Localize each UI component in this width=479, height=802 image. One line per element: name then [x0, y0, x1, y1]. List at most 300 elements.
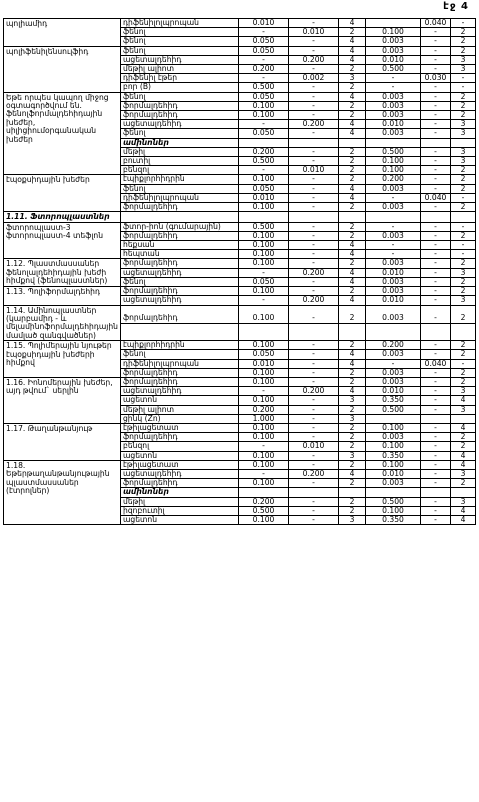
- limit-b-cell: -: [289, 479, 339, 488]
- limit-c-cell: 0.100: [366, 506, 421, 515]
- class-e-cell: 2: [451, 111, 476, 120]
- limit-c-cell: 0.003: [366, 46, 421, 55]
- limit-d-cell: -: [421, 175, 451, 184]
- substance-cell: հեպտան: [121, 250, 239, 259]
- substance-cell: ացետոն: [121, 515, 239, 524]
- limit-c-cell: 0.003: [366, 287, 421, 296]
- limit-a-cell: 0.050: [239, 350, 289, 359]
- limit-b-cell: 0.200: [289, 296, 339, 305]
- limit-a-cell: 0.500: [239, 157, 289, 166]
- hazard-class-cell: 4: [339, 359, 366, 368]
- limit-b-cell: -: [289, 451, 339, 460]
- hazard-class-cell: [339, 323, 366, 341]
- limit-d-cell: [421, 414, 451, 423]
- class-e-cell: 4: [451, 396, 476, 405]
- limit-a-cell: -: [239, 55, 289, 64]
- class-e-cell: 3: [451, 387, 476, 396]
- limit-c-cell: 0.010: [366, 469, 421, 478]
- limit-a-cell: 0.500: [239, 83, 289, 92]
- table-row: [4, 341, 476, 350]
- limit-c-cell: 0.100: [366, 460, 421, 469]
- limit-c-cell: 0.200: [366, 175, 421, 184]
- limit-c-cell: 0.500: [366, 497, 421, 506]
- substance-cell: ամինոներ: [121, 138, 239, 147]
- hazard-class-cell: 2: [339, 157, 366, 166]
- class-e-cell: -: [451, 359, 476, 368]
- class-e-cell: 2: [451, 442, 476, 451]
- limit-c-cell: 0.003: [366, 479, 421, 488]
- substance-cell: ֆորմալդեհիդ: [121, 368, 239, 377]
- substance-cell: բուտիլ: [121, 157, 239, 166]
- class-e-cell: 3: [451, 157, 476, 166]
- material-label: 1.14. Ամինոպլաստներ (կարբամիդ - և մելամինոֆորմալդեհիդային մամլած զանգվածներ): [4, 305, 121, 341]
- substance-cell: ացետալդեհիդ: [121, 296, 239, 305]
- hazard-class-cell: 2: [339, 506, 366, 515]
- limit-b-cell: -: [289, 305, 339, 323]
- substance-cell: ացետոն: [121, 451, 239, 460]
- class-e-cell: [451, 323, 476, 341]
- hazard-class-cell: 4: [339, 268, 366, 277]
- limit-c-cell: 0.100: [366, 157, 421, 166]
- substance-cell: ֆենոլ: [121, 277, 239, 286]
- page-number: էջ 4: [443, 1, 469, 12]
- substance-cell: ֆորմալդեհիդ: [121, 101, 239, 110]
- limit-a-cell: 0.050: [239, 184, 289, 193]
- limit-b-cell: 0.010: [289, 28, 339, 37]
- class-e-cell: 2: [451, 166, 476, 175]
- limit-a-cell: 0.050: [239, 46, 289, 55]
- limit-d-cell: 0.040: [421, 19, 451, 28]
- limit-a-cell: 0.100: [239, 433, 289, 442]
- limit-c-cell: 0.003: [366, 203, 421, 212]
- material-label: էպօքսիդային խեժեր: [4, 175, 121, 212]
- hazard-class-cell: 4: [339, 184, 366, 193]
- limit-b-cell: -: [289, 287, 339, 296]
- limit-d-cell: -: [421, 83, 451, 92]
- limit-d-cell: 0.040: [421, 359, 451, 368]
- limit-a-cell: 0.100: [239, 341, 289, 350]
- limit-a-cell: 0.010: [239, 19, 289, 28]
- limit-a-cell: 0.100: [239, 231, 289, 240]
- hazard-class-cell: 3: [339, 515, 366, 524]
- limit-d-cell: -: [421, 515, 451, 524]
- substance-cell: ֆենոլ: [121, 46, 239, 55]
- limit-b-cell: -: [289, 405, 339, 414]
- class-e-cell: 2: [451, 433, 476, 442]
- class-e-cell: -: [451, 241, 476, 250]
- limit-c-cell: -: [366, 359, 421, 368]
- limit-c-cell: 0.100: [366, 28, 421, 37]
- table-row: [4, 222, 476, 231]
- limit-c-cell: -: [366, 241, 421, 250]
- limit-c-cell: 0.003: [366, 37, 421, 46]
- limit-a-cell: 0.200: [239, 497, 289, 506]
- limit-a-cell: 0.100: [239, 241, 289, 250]
- limit-a-cell: 0.050: [239, 277, 289, 286]
- limit-c-cell: 0.100: [366, 423, 421, 432]
- limit-b-cell: -: [289, 506, 339, 515]
- limit-c-cell: 0.003: [366, 184, 421, 193]
- limit-a-cell: 0.100: [239, 101, 289, 110]
- limit-b-cell: 0.200: [289, 120, 339, 129]
- limit-a-cell: -: [239, 387, 289, 396]
- hazard-class-cell: 2: [339, 497, 366, 506]
- limit-d-cell: -: [421, 120, 451, 129]
- limit-a-cell: -: [239, 268, 289, 277]
- hazard-class-cell: 2: [339, 287, 366, 296]
- class-e-cell: 2: [451, 479, 476, 488]
- hazard-class-cell: 4: [339, 92, 366, 101]
- class-e-cell: 2: [451, 28, 476, 37]
- limit-a-cell: 0.100: [239, 175, 289, 184]
- material-label: 1.17. Թաղանթանյութ: [4, 423, 121, 460]
- limit-b-cell: 0.010: [289, 166, 339, 175]
- hazard-class-cell: 4: [339, 129, 366, 138]
- limit-b-cell: -: [289, 129, 339, 138]
- class-e-cell: 3: [451, 120, 476, 129]
- class-e-cell: 2: [451, 305, 476, 323]
- limit-c-cell: 0.003: [366, 129, 421, 138]
- limit-b-cell: -: [289, 377, 339, 386]
- limit-a-cell: -: [239, 166, 289, 175]
- table-row: [4, 423, 476, 432]
- limit-a-cell: 0.010: [239, 359, 289, 368]
- limit-c-cell: 0.003: [366, 259, 421, 268]
- hazard-class-cell: [339, 212, 366, 222]
- hazard-class-cell: 4: [339, 193, 366, 202]
- hazard-class-cell: 2: [339, 341, 366, 350]
- limit-a-cell: 0.100: [239, 259, 289, 268]
- class-e-cell: 4: [451, 451, 476, 460]
- limit-c-cell: 0.010: [366, 296, 421, 305]
- class-e-cell: 2: [451, 231, 476, 240]
- limit-c-cell: -: [366, 222, 421, 231]
- limit-d-cell: -: [421, 147, 451, 156]
- material-label: պոլիամիդ: [4, 19, 121, 47]
- limit-b-cell: -: [289, 423, 339, 432]
- limit-a-cell: [239, 323, 289, 341]
- hazard-class-cell: [339, 138, 366, 147]
- limit-c-cell: 0.350: [366, 451, 421, 460]
- class-e-cell: 2: [451, 37, 476, 46]
- limit-b-cell: -: [289, 368, 339, 377]
- limit-c-cell: 0.010: [366, 55, 421, 64]
- limit-b-cell: -: [289, 111, 339, 120]
- class-e-cell: 2: [451, 368, 476, 377]
- limit-c-cell: 0.003: [366, 377, 421, 386]
- limit-d-cell: -: [421, 479, 451, 488]
- limit-c-cell: [366, 212, 421, 222]
- substance-cell: ացետալդեհիդ: [121, 55, 239, 64]
- limit-d-cell: [421, 138, 451, 147]
- hazard-class-cell: 2: [339, 101, 366, 110]
- limit-b-cell: 0.010: [289, 442, 339, 451]
- hazard-class-cell: 3: [339, 451, 366, 460]
- limit-d-cell: -: [421, 442, 451, 451]
- substance-cell: էթիլացետատ: [121, 460, 239, 469]
- limit-b-cell: 0.200: [289, 55, 339, 64]
- limit-b-cell: -: [289, 175, 339, 184]
- hazard-class-cell: 2: [339, 368, 366, 377]
- material-label: պոլիֆենիլենսուլֆիդ: [4, 46, 121, 92]
- table-row: [4, 46, 476, 55]
- hazard-class-cell: 4: [339, 120, 366, 129]
- limit-a-cell: 0.100: [239, 287, 289, 296]
- material-label: Եթե որպես կապող միջոց օգտագործվում են. ֆենոլֆորմալդեհիդային խեժեր, սիլիցիումօրգանական խեժեր: [4, 92, 121, 175]
- hazard-class-cell: [339, 488, 366, 497]
- table-row: [4, 212, 476, 222]
- limit-d-cell: [421, 323, 451, 341]
- limit-a-cell: 0.010: [239, 193, 289, 202]
- limit-d-cell: -: [421, 451, 451, 460]
- class-e-cell: -: [451, 193, 476, 202]
- class-e-cell: 2: [451, 92, 476, 101]
- limit-d-cell: -: [421, 55, 451, 64]
- hazard-class-cell: 4: [339, 277, 366, 286]
- limit-b-cell: [289, 212, 339, 222]
- class-e-cell: 3: [451, 129, 476, 138]
- limit-b-cell: -: [289, 101, 339, 110]
- substance-cell: դիֆենիլ էթեր: [121, 74, 239, 83]
- substance-cell: ֆտոր-իոն (գումարային): [121, 222, 239, 231]
- substance-cell: մեթիլ ալիոտ: [121, 65, 239, 74]
- class-e-cell: 2: [451, 175, 476, 184]
- class-e-cell: 4: [451, 460, 476, 469]
- table-row: [4, 377, 476, 386]
- class-e-cell: -: [451, 222, 476, 231]
- limit-c-cell: [366, 414, 421, 423]
- limit-c-cell: 0.003: [366, 277, 421, 286]
- table-row: [4, 92, 476, 101]
- limit-d-cell: -: [421, 396, 451, 405]
- table-row: [4, 259, 476, 268]
- substance-cell: ացետալդեհիդ: [121, 120, 239, 129]
- limit-c-cell: 0.003: [366, 433, 421, 442]
- hazard-class-cell: 4: [339, 250, 366, 259]
- limit-b-cell: [289, 488, 339, 497]
- limit-c-cell: 0.003: [366, 305, 421, 323]
- hazard-class-cell: 2: [339, 203, 366, 212]
- limit-b-cell: [289, 323, 339, 341]
- limit-d-cell: -: [421, 184, 451, 193]
- hazard-class-cell: 4: [339, 19, 366, 28]
- hazard-class-cell: 2: [339, 166, 366, 175]
- limit-a-cell: 0.100: [239, 111, 289, 120]
- limit-a-cell: 0.100: [239, 305, 289, 323]
- limit-c-cell: 0.003: [366, 231, 421, 240]
- limit-b-cell: -: [289, 157, 339, 166]
- limit-b-cell: -: [289, 65, 339, 74]
- limit-d-cell: -: [421, 350, 451, 359]
- substance-cell: դիֆենիլոլպրոպան: [121, 193, 239, 202]
- limit-d-cell: -: [421, 166, 451, 175]
- class-e-cell: 2: [451, 203, 476, 212]
- substance-cell: ցինկ (Zn): [121, 414, 239, 423]
- hazard-class-cell: 2: [339, 305, 366, 323]
- limit-a-cell: 0.200: [239, 65, 289, 74]
- limit-a-cell: 0.100: [239, 368, 289, 377]
- hazard-class-cell: 2: [339, 28, 366, 37]
- limit-b-cell: -: [289, 203, 339, 212]
- substance-cell: ֆենոլ: [121, 184, 239, 193]
- limit-d-cell: -: [421, 111, 451, 120]
- class-e-cell: 3: [451, 55, 476, 64]
- limit-c-cell: 0.500: [366, 65, 421, 74]
- limit-c-cell: 0.003: [366, 350, 421, 359]
- substance-cell: ֆենոլ: [121, 28, 239, 37]
- class-e-cell: 2: [451, 377, 476, 386]
- class-e-cell: 3: [451, 497, 476, 506]
- class-e-cell: 3: [451, 147, 476, 156]
- substance-cell: ամինոներ: [121, 488, 239, 497]
- limit-d-cell: -: [421, 268, 451, 277]
- substance-cell: բոր (B): [121, 83, 239, 92]
- limit-c-cell: 0.010: [366, 387, 421, 396]
- hazard-class-cell: 2: [339, 433, 366, 442]
- class-e-cell: -: [451, 74, 476, 83]
- hazard-class-cell: 2: [339, 65, 366, 74]
- limit-a-cell: -: [239, 74, 289, 83]
- hazard-class-cell: 2: [339, 405, 366, 414]
- limit-a-cell: [239, 138, 289, 147]
- class-e-cell: [451, 488, 476, 497]
- hazard-class-cell: 2: [339, 460, 366, 469]
- substance-cell: էթիլացետատ: [121, 423, 239, 432]
- limit-b-cell: -: [289, 46, 339, 55]
- limit-d-cell: -: [421, 305, 451, 323]
- substance-cell: դիֆենիլոլպրոպան: [121, 359, 239, 368]
- hazard-class-cell: 2: [339, 222, 366, 231]
- limit-a-cell: -: [239, 28, 289, 37]
- limit-a-cell: 0.100: [239, 203, 289, 212]
- class-e-cell: 2: [451, 46, 476, 55]
- hazard-class-cell: 4: [339, 387, 366, 396]
- limit-b-cell: 0.200: [289, 469, 339, 478]
- material-label: 1.18. Եթերթաղանթանյութային պլաստմասսաներ (էտրոլներ): [4, 460, 121, 524]
- limit-a-cell: 0.500: [239, 506, 289, 515]
- substance-cell: ֆորմալդեհիդ: [121, 287, 239, 296]
- class-e-cell: 2: [451, 184, 476, 193]
- limit-b-cell: -: [289, 83, 339, 92]
- limit-c-cell: 0.500: [366, 405, 421, 414]
- substance-cell: ֆորմալդեհիդ: [121, 111, 239, 120]
- limit-d-cell: -: [421, 129, 451, 138]
- substance-cell: ֆորմալդեհիդ: [121, 259, 239, 268]
- limit-d-cell: -: [421, 203, 451, 212]
- limit-b-cell: -: [289, 193, 339, 202]
- limit-c-cell: -: [366, 74, 421, 83]
- limit-d-cell: -: [421, 460, 451, 469]
- limit-c-cell: -: [366, 193, 421, 202]
- substance-cell: ֆենոլ: [121, 37, 239, 46]
- limit-c-cell: 0.500: [366, 147, 421, 156]
- substance-cell: մեթիլ: [121, 147, 239, 156]
- table-row: [4, 19, 476, 28]
- limit-b-cell: -: [289, 92, 339, 101]
- limit-d-cell: -: [421, 92, 451, 101]
- limit-a-cell: 0.050: [239, 92, 289, 101]
- limit-b-cell: 0.200: [289, 387, 339, 396]
- substance-cell: ֆորմալդեհիդ: [121, 203, 239, 212]
- limit-a-cell: 0.100: [239, 377, 289, 386]
- limit-d-cell: -: [421, 387, 451, 396]
- limit-a-cell: 0.100: [239, 396, 289, 405]
- class-e-cell: 3: [451, 65, 476, 74]
- limit-d-cell: -: [421, 497, 451, 506]
- limit-c-cell: 0.350: [366, 396, 421, 405]
- substance-cell: դիֆենիլոլպրոպան: [121, 19, 239, 28]
- class-e-cell: [451, 414, 476, 423]
- substance-cell: իզոբուտիլ: [121, 506, 239, 515]
- substance-cell: ացետոն: [121, 396, 239, 405]
- table-row: [4, 287, 476, 296]
- limit-a-cell: 0.200: [239, 405, 289, 414]
- material-label: ֆտորոպլաստ-3 ֆտորոպլաստ-4 տեֆլոն: [4, 222, 121, 259]
- limit-d-cell: -: [421, 222, 451, 231]
- limit-c-cell: 0.010: [366, 268, 421, 277]
- limit-a-cell: 0.100: [239, 515, 289, 524]
- substance-cell: ֆենոլ: [121, 350, 239, 359]
- limit-b-cell: -: [289, 37, 339, 46]
- hazard-class-cell: 2: [339, 147, 366, 156]
- substance-cell: [121, 323, 239, 341]
- limit-b-cell: [289, 138, 339, 147]
- hazard-class-cell: 2: [339, 231, 366, 240]
- limit-d-cell: [421, 212, 451, 222]
- limit-b-cell: -: [289, 250, 339, 259]
- substance-cell: ֆենոլ: [121, 92, 239, 101]
- limit-d-cell: -: [421, 231, 451, 240]
- class-e-cell: -: [451, 19, 476, 28]
- hazard-class-cell: 2: [339, 259, 366, 268]
- limit-c-cell: [366, 138, 421, 147]
- substance-cell: ֆենոլ: [121, 129, 239, 138]
- substance-cell: ացետալդեհիդ: [121, 469, 239, 478]
- table-row: [4, 175, 476, 184]
- limit-c-cell: -: [366, 83, 421, 92]
- limit-b-cell: -: [289, 433, 339, 442]
- limit-d-cell: -: [421, 277, 451, 286]
- limit-b-cell: -: [289, 341, 339, 350]
- limit-c-cell: 0.003: [366, 92, 421, 101]
- substance-cell: [121, 212, 239, 222]
- limit-d-cell: -: [421, 157, 451, 166]
- substance-cell: ֆորմալդեհիդ: [121, 231, 239, 240]
- hazard-class-cell: 3: [339, 396, 366, 405]
- limit-d-cell: 0.030: [421, 74, 451, 83]
- limit-d-cell: -: [421, 28, 451, 37]
- limit-a-cell: 0.100: [239, 423, 289, 432]
- class-e-cell: 4: [451, 515, 476, 524]
- limit-d-cell: -: [421, 405, 451, 414]
- substance-cell: ֆորմալդեհիդ: [121, 433, 239, 442]
- limit-d-cell: -: [421, 37, 451, 46]
- limit-a-cell: 0.050: [239, 37, 289, 46]
- limit-a-cell: 0.050: [239, 129, 289, 138]
- limit-d-cell: [421, 488, 451, 497]
- limit-b-cell: -: [289, 460, 339, 469]
- limit-d-cell: -: [421, 368, 451, 377]
- substance-cell: ացետալդեհիդ: [121, 268, 239, 277]
- substance-cell: էպիքլորհիդրին: [121, 175, 239, 184]
- limit-d-cell: -: [421, 469, 451, 478]
- limit-b-cell: 0.002: [289, 74, 339, 83]
- hazard-class-cell: 2: [339, 479, 366, 488]
- substance-cell: էպիքլորհիդրին: [121, 341, 239, 350]
- limit-c-cell: [366, 323, 421, 341]
- limit-b-cell: -: [289, 350, 339, 359]
- limit-d-cell: -: [421, 46, 451, 55]
